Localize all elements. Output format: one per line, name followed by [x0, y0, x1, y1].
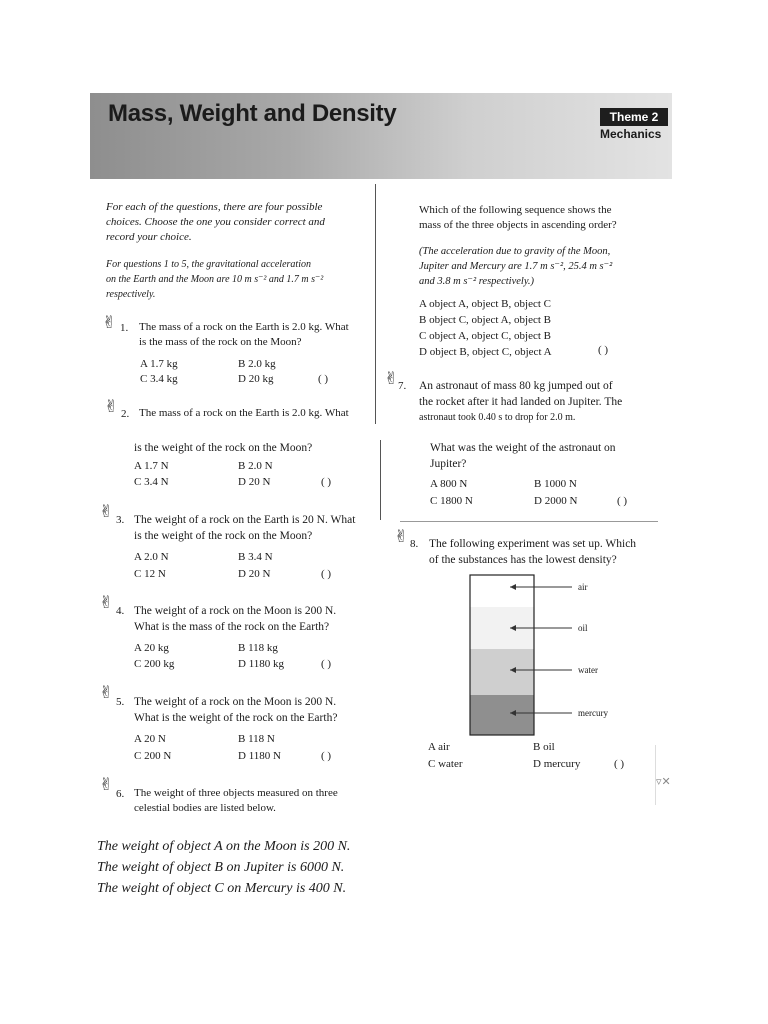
answer-blank[interactable]: ( ) [321, 568, 332, 580]
question-text [419, 378, 669, 426]
option-a[interactable]: A 20 N [134, 733, 166, 745]
question-line: The weight of a rock on the Moon is 200 N. [134, 605, 337, 617]
label-mercury: mercury [578, 708, 608, 718]
question-line: is the mass of the rock on the Moon? [139, 336, 302, 348]
q6-continued-text [419, 203, 669, 233]
question-number: 1. [120, 322, 129, 334]
hand-pointing-icon: ✌ [102, 313, 117, 333]
question-number: 3. [116, 514, 125, 526]
question-line: The following experiment was set up. Which [429, 538, 637, 550]
weight-line: The weight of object A on the Moon is 200 N. [97, 839, 351, 854]
question-number: 4. [116, 605, 125, 617]
question-line: An astronaut of mass 80 kg jumped out of [419, 380, 613, 392]
air-layer [470, 575, 534, 607]
question-line: Jupiter? [430, 458, 467, 470]
note-line: respectively. [106, 289, 156, 300]
option-b[interactable]: B 2.0 N [238, 460, 273, 472]
weight-line: The weight of object B on Jupiter is 6000 N. [97, 860, 345, 875]
option-d[interactable]: D 20 kg [238, 373, 274, 385]
option-b[interactable]: B 2.0 kg [238, 358, 276, 370]
instructions [106, 200, 371, 245]
question-text [139, 406, 369, 421]
mercury-layer [470, 695, 534, 735]
question-text [429, 536, 669, 568]
option-d[interactable]: D 1180 N [238, 750, 281, 762]
option-d[interactable]: D 1180 kg [238, 658, 285, 670]
option-b[interactable]: B 118 N [238, 733, 275, 745]
answer-blank[interactable]: ( ) [598, 344, 609, 356]
option-b[interactable]: B 1000 N [534, 478, 577, 490]
hand-pointing-icon: ✌ [104, 397, 119, 417]
note-line: Jupiter and Mercury are 1.7 m s⁻², 25.4 m s⁻² [419, 261, 613, 272]
option-a[interactable]: A 2.0 N [134, 551, 169, 563]
weight-line: The weight of object C on Mercury is 400 N. [97, 881, 347, 896]
option-b[interactable]: B 3.4 N [238, 551, 273, 563]
option-a[interactable]: A object A, object B, object C [419, 298, 551, 310]
question-line: The mass of a rock on the Earth is 2.0 kg. What [139, 407, 349, 419]
answer-blank[interactable]: ( ) [318, 373, 329, 385]
question-text [430, 440, 670, 472]
note-line: For questions 1 to 5, the gravitational acceleration [106, 259, 311, 270]
q6-options [419, 296, 552, 360]
option-c[interactable]: C 12 N [134, 568, 166, 580]
label-oil: oil [578, 623, 588, 633]
question-line: What is the mass of the rock on the Earth? [134, 621, 330, 633]
question-line: astronaut took 0.40 s to drop for 2.0 m. [419, 412, 576, 423]
hand-pointing-icon: ✌ [99, 502, 114, 522]
question-line: The weight of a rock on the Moon is 200 N. [134, 696, 337, 708]
weights-list [97, 836, 397, 899]
question-number: 6. [116, 788, 125, 800]
question-text [134, 694, 374, 726]
hand-pointing-icon: ✌ [394, 527, 409, 547]
note-line: on the Earth and the Moon are 10 m s⁻² and 1.7 m s⁻² [106, 274, 324, 285]
question-line: The weight of three objects measured on three [134, 787, 338, 799]
option-d[interactable]: D 2000 N [534, 495, 578, 507]
answer-blank[interactable]: ( ) [321, 658, 332, 670]
note-line: and 3.8 m s⁻² respectively.) [419, 276, 535, 287]
option-d[interactable]: D object B, object C, object A [419, 346, 552, 358]
question-text [134, 786, 374, 816]
option-b[interactable]: B 118 kg [238, 642, 278, 654]
question-number: 8. [410, 538, 419, 550]
question-number: 7. [398, 380, 407, 392]
question-text [134, 603, 374, 635]
answer-blank[interactable]: ( ) [321, 476, 332, 488]
option-c[interactable]: C 3.4 N [134, 476, 169, 488]
theme-badge: Theme 2 [600, 108, 668, 126]
hand-pointing-icon: ✌ [384, 369, 399, 389]
option-d[interactable]: D 20 N [238, 568, 271, 580]
question-text [139, 320, 369, 350]
question-line: Which of the following sequence shows the [419, 204, 612, 216]
q6-gravity-note [419, 244, 669, 289]
answer-blank[interactable]: ( ) [617, 495, 628, 507]
option-d[interactable]: D 20 N [238, 476, 271, 488]
instructions-line: For each of the questions, there are four possible [106, 201, 323, 213]
label-water: water [578, 665, 598, 675]
option-b[interactable]: B oil [533, 741, 555, 753]
option-a[interactable]: A 1.7 N [134, 460, 169, 472]
question-line: The mass of a rock on the Earth is 2.0 kg. What [139, 321, 349, 333]
option-a[interactable]: A 20 kg [134, 642, 169, 654]
question-line: is the weight of the rock on the Moon? [134, 530, 313, 542]
option-c[interactable]: C 3.4 kg [140, 373, 178, 385]
hand-pointing-icon: ✌ [99, 683, 114, 703]
label-air: air [578, 582, 588, 592]
answer-blank[interactable]: ( ) [614, 758, 625, 770]
section-divider [400, 521, 658, 522]
subject-label: Mechanics [600, 127, 662, 141]
question-number: 5. [116, 696, 125, 708]
side-mark: ▿✕ [656, 775, 671, 788]
answer-blank[interactable]: ( ) [321, 750, 332, 762]
option-c[interactable]: C object A, object C, object B [419, 330, 551, 342]
instructions-line: choices. Choose the one you consider correct and [106, 216, 325, 228]
option-c[interactable]: C water [428, 758, 463, 770]
question-line: is the weight of the rock on the Moon? [134, 442, 313, 454]
water-layer [470, 649, 534, 695]
column-divider [380, 440, 381, 520]
option-a[interactable]: A 1.7 kg [140, 358, 178, 370]
question-line: What is the weight of the rock on the Earth? [134, 712, 338, 724]
question-text [134, 512, 374, 544]
instructions-line: record your choice. [106, 231, 192, 243]
question-line: the rocket after it had landed on Jupiter. The [419, 396, 623, 408]
option-d[interactable]: D mercury [533, 758, 581, 770]
question-line: What was the weight of the astronaut on [430, 442, 616, 454]
page-title: Mass, Weight and Density [108, 100, 397, 127]
option-c[interactable]: C 200 N [134, 750, 172, 762]
question-number: 2. [121, 408, 130, 420]
question-line: of the substances has the lowest density? [429, 554, 617, 566]
hand-pointing-icon: ✌ [99, 593, 114, 613]
question-line: The weight of a rock on the Earth is 20 N. What [134, 514, 356, 526]
option-a[interactable]: A air [428, 741, 450, 753]
column-divider [375, 184, 376, 424]
option-c[interactable]: C 200 kg [134, 658, 175, 670]
option-c[interactable]: C 1800 N [430, 495, 473, 507]
option-a[interactable]: A 800 N [430, 478, 468, 490]
hand-pointing-icon: ✌ [99, 775, 114, 795]
question-line: mass of the three objects in ascending order? [419, 219, 617, 231]
question-line: celestial bodies are listed below. [134, 802, 276, 814]
note-line: (The acceleration due to gravity of the Moon, [419, 246, 611, 257]
option-b[interactable]: B object C, object A, object B [419, 314, 551, 326]
gravity-note [106, 257, 371, 302]
